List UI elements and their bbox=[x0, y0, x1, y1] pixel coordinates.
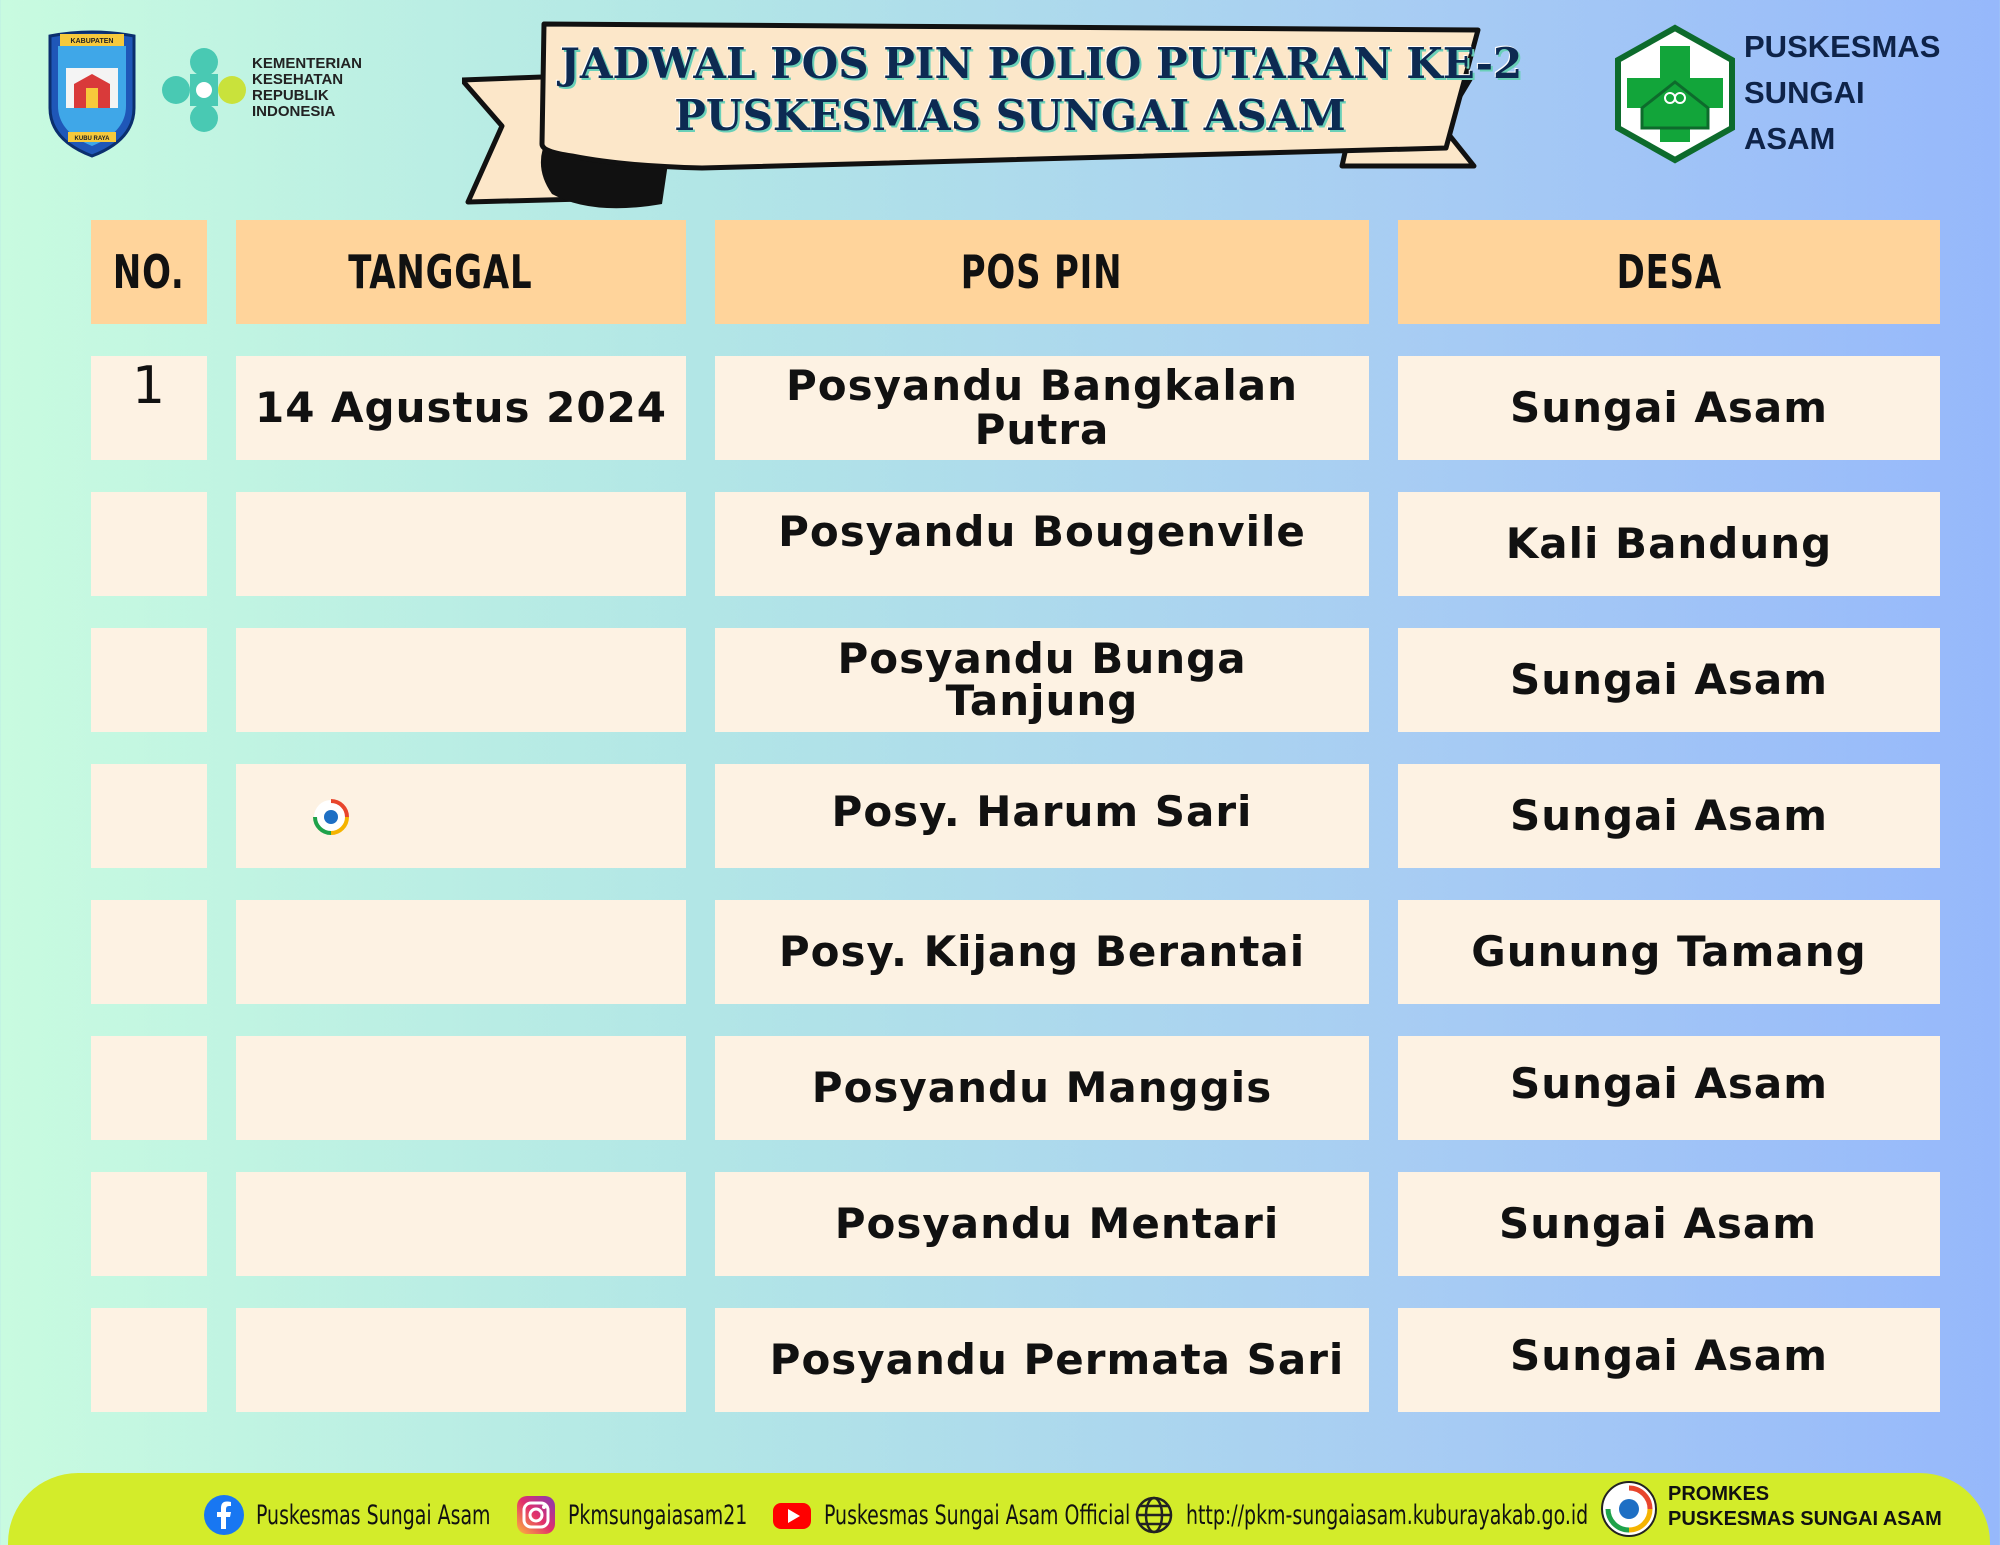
cell-desa: Sungai Asam bbox=[1398, 1036, 1940, 1140]
column-header-pos-pin: POS PIN bbox=[715, 220, 1369, 324]
cell-no bbox=[91, 764, 207, 868]
cell-pos-pin: Posyandu Bougenvile bbox=[715, 492, 1369, 596]
kubu-raya-label: KUBU RAYA bbox=[74, 136, 110, 142]
puskesmas-name bbox=[1744, 24, 1994, 162]
cell-pos-pin: Posyandu Bunga Tanjung bbox=[715, 628, 1369, 732]
promkes-line: PUSKESMAS SUNGAI ASAM bbox=[1668, 1508, 1942, 1530]
cell-desa: Sungai Asam bbox=[1398, 628, 1940, 732]
kabupaten-kubu-raya-emblem bbox=[44, 28, 140, 158]
youtube-label: Puskesmas Sungai Asam Official bbox=[824, 1499, 1131, 1531]
puskesmas-logo bbox=[1612, 24, 1738, 164]
cell-desa: Sungai Asam bbox=[1398, 1172, 1940, 1276]
cell-desa: Sungai Asam bbox=[1398, 764, 1940, 868]
cell-no bbox=[91, 1172, 207, 1276]
website-label: http://pkm-sungaiasam.kuburayakab.go.id bbox=[1186, 1499, 1589, 1531]
instagram-label: Pkmsungaiasam21 bbox=[568, 1499, 748, 1531]
promkes-logo-icon bbox=[1600, 1480, 1658, 1538]
column-header-desa: DESA bbox=[1398, 220, 1940, 324]
puskesmas-line: ASAM bbox=[1744, 121, 1836, 156]
cell-no bbox=[91, 628, 207, 732]
cell-tanggal bbox=[236, 764, 686, 868]
cell-pos-pin: Posyandu Permata Sari bbox=[715, 1308, 1369, 1412]
kemenkes-logo bbox=[156, 40, 256, 140]
kemenkes-name bbox=[252, 56, 392, 120]
youtube-icon bbox=[770, 1493, 814, 1537]
kemenkes-line: KESEHATAN bbox=[252, 71, 344, 88]
cell-pos-pin: Posy. Harum Sari bbox=[715, 764, 1369, 868]
facebook-icon bbox=[202, 1493, 246, 1537]
cell-pos-pin: Posy. Kijang Berantai bbox=[715, 900, 1369, 1004]
cell-desa: Kali Bandung bbox=[1398, 492, 1940, 596]
promkes-mini-logo-icon bbox=[311, 797, 351, 837]
title-line-1: JADWAL POS PIN POLIO PUTARAN KE-2 bbox=[560, 39, 1523, 88]
cell-no bbox=[91, 1308, 207, 1412]
title-line-2: PUSKESMAS SUNGAI ASAM bbox=[674, 91, 1346, 140]
promkes-label bbox=[1668, 1482, 1988, 1532]
footer-facebook-link[interactable] bbox=[202, 1494, 557, 1536]
kabupaten-label: KABUPATEN bbox=[70, 38, 114, 45]
cell-tanggal: 14 Agustus 2024 bbox=[236, 356, 686, 460]
globe-icon bbox=[1132, 1493, 1176, 1537]
kemenkes-line: REPUBLIK bbox=[252, 87, 329, 104]
footer-instagram-link[interactable] bbox=[514, 1494, 798, 1536]
kemenkes-line: KEMENTERIAN bbox=[252, 55, 363, 72]
promkes-line: PROMKES bbox=[1668, 1483, 1770, 1505]
facebook-label: Puskesmas Sungai Asam bbox=[256, 1499, 491, 1531]
cell-pos-pin: Posyandu Bangkalan Putra bbox=[715, 356, 1369, 460]
cell-no bbox=[91, 900, 207, 1004]
page-title bbox=[560, 38, 1523, 142]
column-header-no: NO. bbox=[91, 220, 207, 324]
cell-pos-pin: Posyandu Mentari bbox=[715, 1172, 1369, 1276]
cell-tanggal bbox=[236, 1036, 686, 1140]
puskesmas-line: PUSKESMAS bbox=[1744, 29, 1941, 64]
cell-tanggal bbox=[236, 1172, 686, 1276]
kemenkes-line: INDONESIA bbox=[252, 103, 336, 120]
cell-no bbox=[91, 492, 207, 596]
cell-no: 1 bbox=[91, 356, 207, 460]
instagram-icon bbox=[514, 1493, 558, 1537]
column-header-tanggal: TANGGAL bbox=[236, 220, 686, 324]
cell-desa: Sungai Asam bbox=[1398, 356, 1940, 460]
cell-no bbox=[91, 1036, 207, 1140]
cell-pos-pin: Posyandu Manggis bbox=[715, 1036, 1369, 1140]
puskesmas-line: SUNGAI bbox=[1744, 75, 1865, 110]
cell-desa: Sungai Asam bbox=[1398, 1308, 1940, 1412]
cell-tanggal bbox=[236, 492, 686, 596]
cell-desa: Gunung Tamang bbox=[1398, 900, 1940, 1004]
cell-tanggal bbox=[236, 1308, 686, 1412]
cell-tanggal bbox=[236, 628, 686, 732]
cell-tanggal bbox=[236, 900, 686, 1004]
